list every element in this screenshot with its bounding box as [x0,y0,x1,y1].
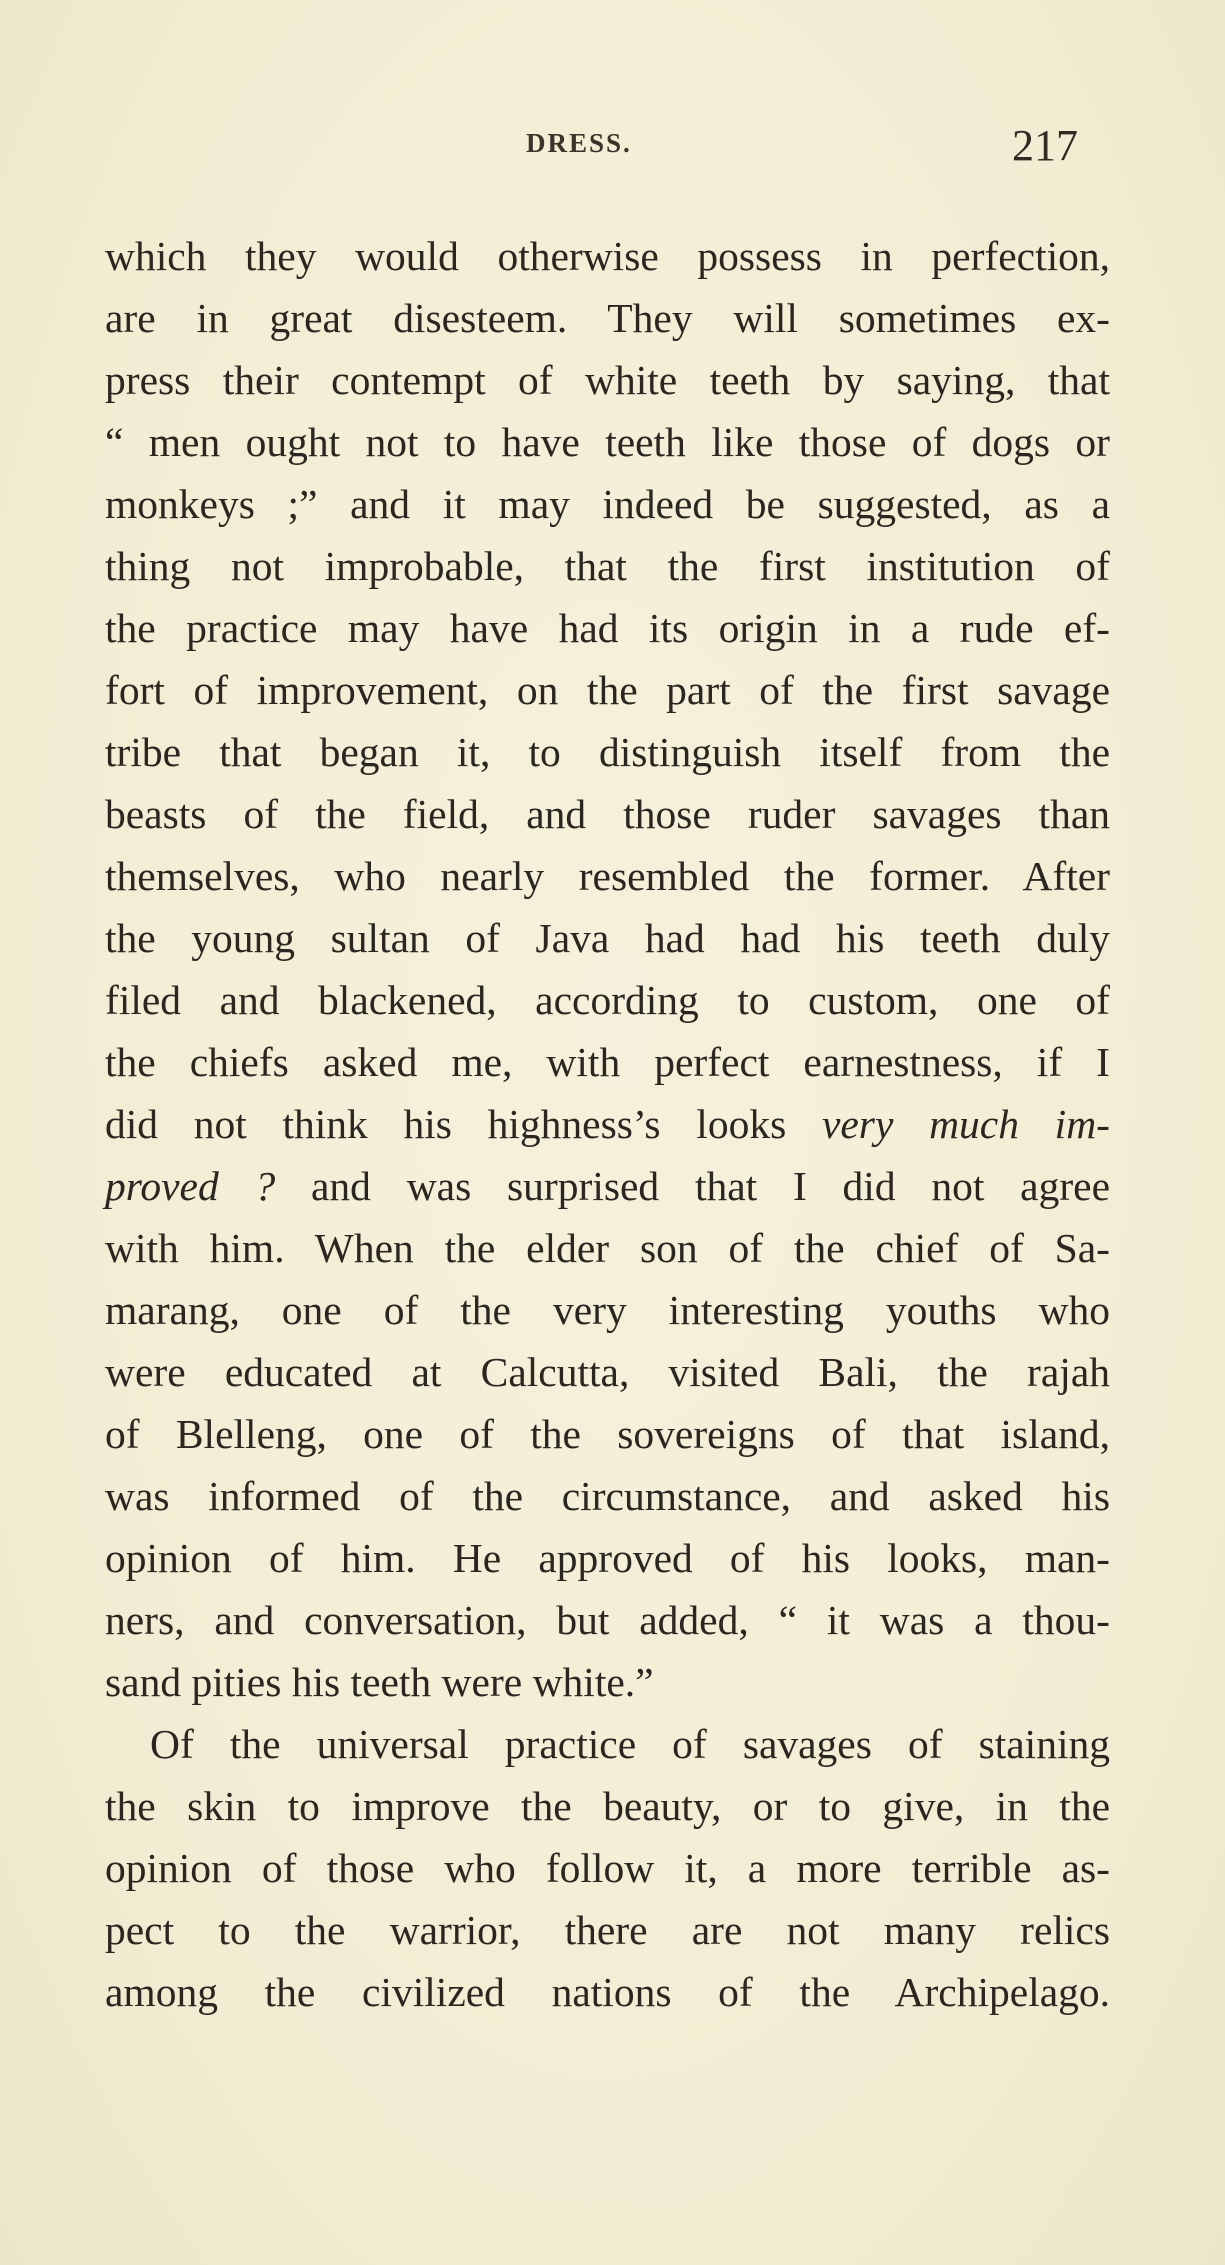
text-line: tribe that began it, to distinguish itself from the [105,729,1110,775]
text-line [105,1093,1110,1155]
running-head [0,121,1225,170]
text-line: thing not improbable, that the first institution of [105,543,1110,589]
text-line: the skin to improve the beauty, or to give, in the [105,1783,1110,1829]
text-line: are in great disesteem. They will sometimes ex- [105,295,1110,341]
text-line: among the civilized nations of the Archipelago. [105,1969,1110,2015]
italic-emphasis: very much im- [821,1101,1110,1147]
paragraph-first-line: Of the universal practice of savages of staining [150,1721,1110,1767]
text-line: the chiefs asked me, with perfect earnestness, if I [105,1039,1110,1085]
text-line: opinion of him. He approved of his looks, man- [105,1535,1110,1581]
text-line: marang, one of the very interesting youths who [105,1287,1110,1333]
text-line: fort of improvement, on the part of the first savage [105,667,1110,713]
text-line: were educated at Calcutta, visited Bali, the rajah [105,1349,1110,1395]
text-line: themselves, who nearly resembled the former. After [105,853,1110,899]
text-line: with him. When the elder son of the chief of Sa- [105,1225,1110,1271]
text-line: the practice may have had its origin in a rude ef- [105,605,1110,651]
text-segment: and was surprised that I did not agree [311,1163,1110,1209]
text-line: opinion of those who follow it, a more terrible as- [105,1845,1110,1891]
page-number: 217 [1012,121,1078,170]
text-line: ners, and conversation, but added, “ it was a thou- [105,1597,1110,1643]
text-line: press their contempt of white teeth by saying, that [105,357,1110,403]
text-line [105,1155,1110,1217]
text-line: of Blelleng, one of the sovereigns of that island, [105,1411,1110,1457]
text-line: pect to the warrior, there are not many relics [105,1907,1110,1953]
text-line: monkeys ;” and it may indeed be suggested, as a [105,481,1110,527]
text-line: the young sultan of Java had had his teeth duly [105,915,1110,961]
text-line: sand pities his teeth were white.” [105,1659,654,1705]
body-text [105,225,1110,2023]
text-segment: did not think his highness’s looks [105,1101,787,1147]
text-line: “ men ought not to have teeth like those of dogs or [105,419,1110,465]
running-head-title: DRESS. [526,128,632,158]
text-line: was informed of the circumstance, and asked his [105,1473,1110,1519]
text-line: beasts of the field, and those ruder savages than [105,791,1110,837]
text-line: which they would otherwise possess in perfection, [105,233,1110,279]
text-line: filed and blackened, according to custom, one of [105,977,1110,1023]
italic-emphasis: proved ? [105,1163,276,1209]
